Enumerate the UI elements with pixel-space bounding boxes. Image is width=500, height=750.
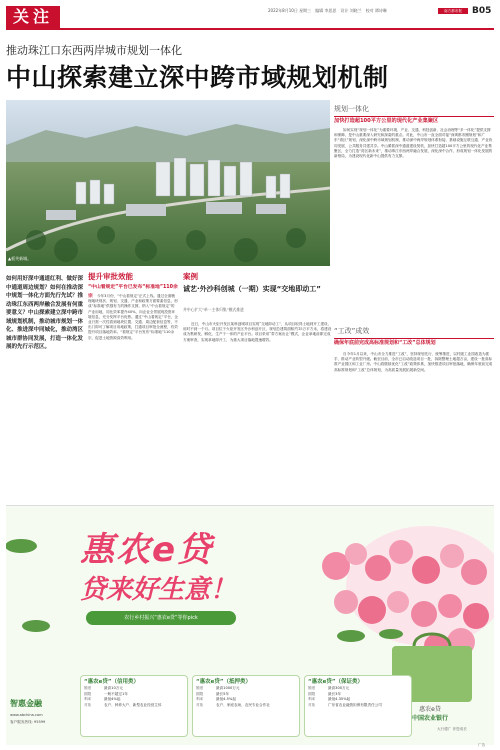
case-text: 近日，中山市火炬开发区某科创城项目实现“交地即动工”，从项目取得土地到开工建设，用时不到一个月。项目位于火炬开发区外沙科创片区，规划总建筑面积约15万平方米，将建设成为集研发、孵化、生产于一体的产业平台。项目采用“带方案出让”模式，企业拿地前即完成方案审查，实现拿地即开工，为重大项目落地提速增效。 [183,322,332,342]
headline: 中山探索建立深中跨市域规划机制 [6,63,389,92]
card-value: 农户、家庭农场、农民专业合作社 [216,702,270,707]
subtitle: 推动珠江口东西两岸城市规划一体化 [6,44,182,57]
case-description: 并中心扩大“单一主体归集”模式推进 [183,307,244,312]
card-value: 最长5年 [216,691,230,696]
card-key: 利率 [196,697,204,702]
section-heading: “工改”成效 [334,327,370,335]
ad-slogan: 农行乡村振兴“惠农e贷”等你pick [86,611,236,625]
section-tag: 关注 [6,6,60,28]
card-row [308,703,408,709]
card-value: 最低4%起 [104,697,121,702]
card-value: 最低4.35%起 [328,697,351,702]
card-title: “惠农e贷”（信用类） [84,679,139,685]
card-key: 额度 [308,686,316,690]
card-key: 额度 [84,686,92,690]
ad-marker: 广告 [478,743,486,747]
card-key: 对象 [196,702,204,707]
paper-badge: 南方都市报 [438,8,468,14]
card-key: 额度 [196,686,204,690]
card-value: 最长3年 [328,691,342,696]
intro-text: 如何用好深中通道红利、做好深中通道周边规划？如何在推动深中规划一体化方面先行先试？推动珠江东西两岸融合发展有何重要意义？中山探索建立深中跨市域规划机制，推动城市规划一体化、推进深中同城化，推动湾区城市群协同发展，打造一体化发展的先行示范区。 [6,276,84,350]
loan-card-mortgage [192,675,300,737]
aerial-city-image [6,100,330,266]
case-column [183,322,333,500]
card-title: “惠农e贷”（保证类） [308,679,363,685]
card-title: “惠农e贷”（抵押类） [196,679,251,685]
article-column [88,294,178,500]
case-title: 诚艺·外沙科创城（一期）实现“交地即动工” [183,285,321,293]
card-value: 最低4.5%起 [216,697,236,702]
card-value: 最高300万元 [328,686,350,690]
card-value: 一般不超过1年 [104,691,128,696]
bank-website[interactable]: www.abchina.com [10,713,43,717]
card-key: 利率 [84,697,92,702]
card-key: 期限 [196,691,204,696]
card-key: 期限 [84,691,92,696]
card-value: 最高1000万元 [216,686,240,690]
card-row [196,703,296,709]
article-text: 今年3月份，“中山看规定”正式上线。通过全面梳理地块现状、规划、交通、产业和政策方面要素信息，形成“标准地”供强有力的操作支撑，纳入“中山看规定”的产业用地，同比效率提升40%，向企业全景展现投资环境信息，充分发挥平台优势。通过“中山看规定”平台，企业只需一次性看到地块位置、交通、周边配套信息等，不出门即可了解项目用地政策，打通项目审批全流程，有效提升项目落地效率。“看规定”平台发布“标准地”110余宗，促进土地资源高效利用。 [88,294,178,340]
card-key: 对象 [84,702,92,707]
section-heading: 提升审批效能 [88,272,133,281]
case-heading: 案例 [183,272,198,281]
card-value: 农户、种养大户、新型农业经营主体 [104,702,162,707]
bank-logo: 中国农业银行 [412,715,449,722]
section-subheading: 确保年底前完成高标准规划和“工改”总体规划 [334,340,436,346]
section-heading: 规划一体化 [334,105,369,113]
header-rule [6,28,494,30]
article-text: 自今年1月以来，中山市全力推进“工改”，坚持规划先行、统筹推进，以村级工业园改造为抓手，推动产业转型升级。截至目前，全市已启动改造项目一批，拆除整理土地超万亩，建设一批高标准产业园区和工业厂房。中山将继续优化“工改”政策体系，加快推进项目审批落地，确保年底前完成高标准规划和“工改”总体规划，为高质量发展拓展新空间。 [334,352,493,372]
article-text: 如何实现“规划一体化”为重要环境、产业、交通、科技创新、社会治理等“多一体化”提供支撑和保障，是中山重要深入研究和探索的重点。对此，中山市一直全面对接“深圳都市圈规划”和广东“湾区”规划，深化深中跨市域规划机制，推动深中两岸规划体系衔接、基础设施互联互通、产业协同发展、公共服务共建共享。中山紧抓深中通道建设契机，加快打造超100平方公里的现代化产业集聚区，全力打造“湾区新未来”，推动珠江东西两岸融合发展，深化深中合作，形成规划一体化发展的新格局，为建设现代化新中山提供有力支撑。 [334,128,493,159]
article-column [334,128,494,323]
article-column [334,352,494,502]
card-key: 对象 [308,702,316,707]
intro-column [6,275,84,500]
brand-logo: 智惠金融 [10,699,42,708]
section-subheading: “中山看规定”平台已发布“标准地”110余宗 [88,285,178,299]
page-number: B05 [472,6,492,16]
photo-caption: ▲板芙新城。 [8,256,32,261]
loan-card-credit [80,675,188,737]
card-row [84,703,184,709]
loan-card-guarantee [304,675,412,737]
card-key: 期限 [308,691,316,696]
card-value: 最高10万元 [104,686,123,690]
aerial-photo [6,100,330,266]
date-line: 2022年8月10日 星期三 编辑 李思思 设计 刘晓兰 校对 谭诗琳 [268,8,387,13]
ad-tagline: 贷来好生意！ [80,575,237,605]
bank-hotline: 客户服务热线: 95599 [10,720,46,724]
ad-title: 惠农e贷 [80,530,214,570]
section-subheading: 加快打造超100平方公里的现代化产业集聚区 [334,118,439,124]
card-key: 利率 [308,697,316,702]
bank-slogan: 大行德广 伴您成长 [437,727,467,731]
card-value: 广东省农业融资担保有限责任公司 [328,702,382,707]
bag-label: 惠农e贷 [419,706,441,713]
